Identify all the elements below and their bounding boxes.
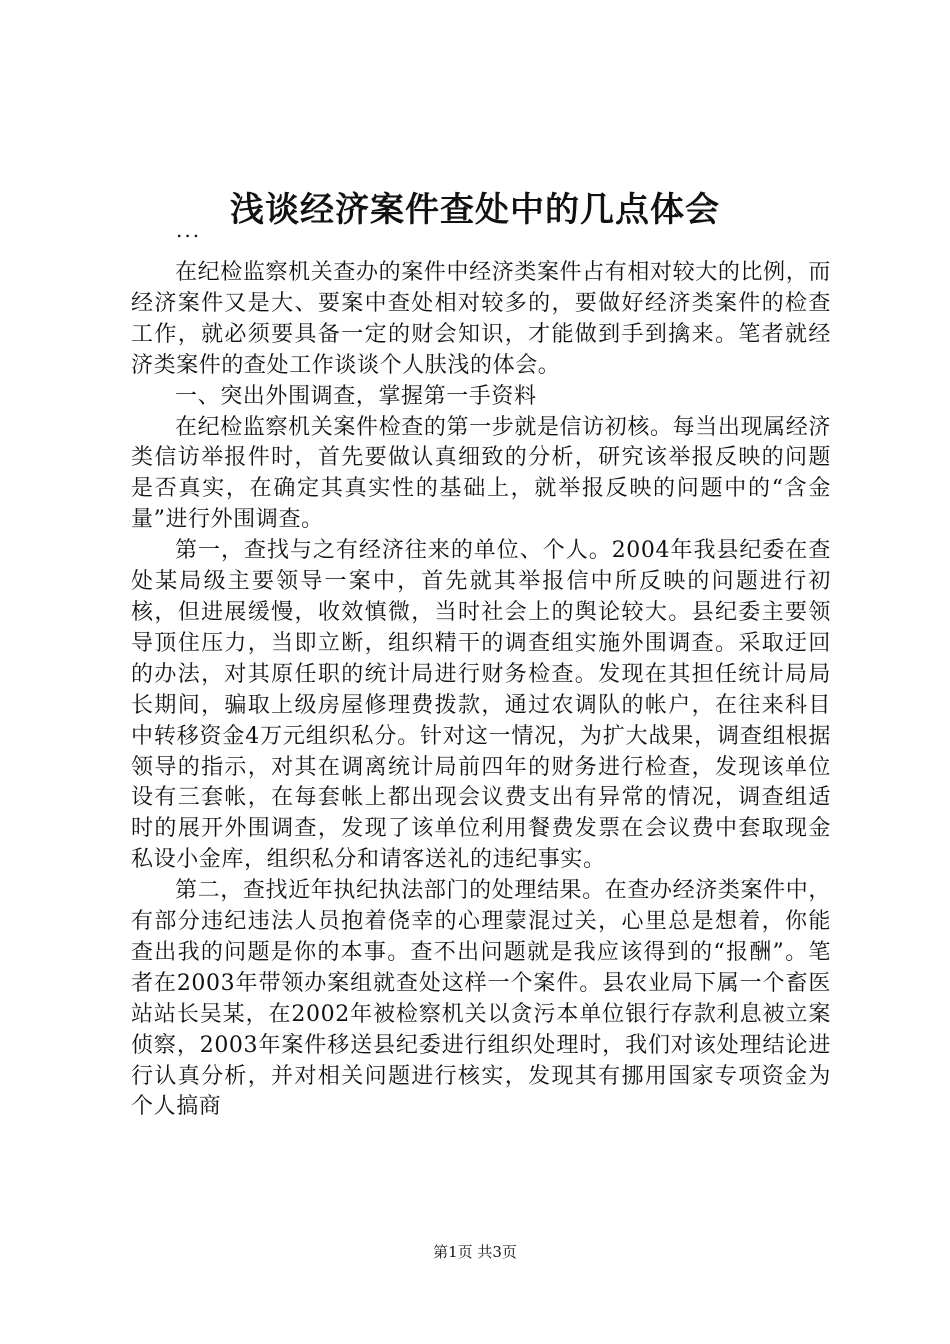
- paragraph-petition-check: 在纪检监察机关案件检查的第一步就是信访初核。每当出现属经济类信访举报件时，首先要做认真细致的分析，研究该举报反映的问题是否真实，在确定其真实性的基础上，就举报反映的问题中的“含金量”进行外围调查。: [131, 414, 831, 533]
- document-body: [131, 258, 831, 1123]
- paragraph-second-point: 第二，查找近年执纪执法部门的处理结果。在查办经济类案件中，有部分违纪违法人员抱着侥幸的心理蒙混过关，心里总是想着，你能查出我的问题是你的本事。查不出问题就是我应该得到的“报酬”。笔者在2003年带领办案组就查处这样一个案件。县农业局下属一个畜医站站长吴某，在2002年被检察机关以贪污本单位银行存款利息被立案侦察，2003年案件移送县纪委进行组织处理时，我们对该处理结论进行认真分析，并对相关问题进行核实，发现其有挪用国家专项资金为个人搞商: [131, 878, 831, 1120]
- section-heading: 一、突出外围调查，掌握第一手资料: [175, 383, 537, 409]
- paragraph-intro: 在纪检监察机关查办的案件中经济类案件占有相对较大的比例，而经济案件又是大、要案中查处相对较多的，要做好经济类案件的检查工作，就必须要具备一定的财会知识，才能做到手到擒来。笔者就经济类案件的查处工作谈谈个人肤浅的体会。: [131, 260, 831, 378]
- document-title: 浅谈经济案件查处中的几点体会: [230, 190, 720, 230]
- ellipsis-marker: ...: [176, 218, 202, 242]
- paragraph-first-point: 第一，查找与之有经济往来的单位、个人。2004年我县纪委在查处某局级主要领导一案中，首先就其举报信中所反映的问题进行初核，但进展缓慢，收效慎微，当时社会上的舆论较大。县纪委主要领导顶住压力，当即立断，组织精干的调查组实施外围调查。采取迂回的办法，对其原任职的统计局进行财务检查。发现在其担任统计局局长期间，骗取上级房屋修理费拨款，通过农调队的帐户，在往来科目中转移资金4万元组织私分。针对这一情况，为扩大战果，调查组根据领导的指示，对其在调离统计局前四年的财务进行检查，发现该单位设有三套帐，在每套帐上都出现会议费支出有异常的情况，调查组适时的展开外围调查，发现了该单位利用餐费发票在会议费中套取现金私设小金库，组织私分和请客送礼的违纪事实。: [131, 538, 831, 873]
- page-footer: 第1页 共3页: [433, 1243, 517, 1261]
